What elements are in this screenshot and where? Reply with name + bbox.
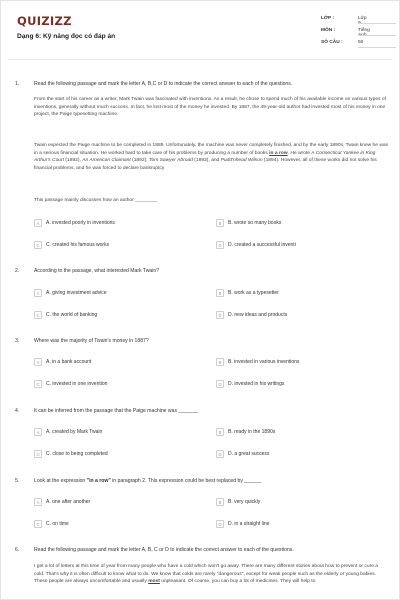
- option-text: A. one after another: [46, 499, 91, 505]
- passage-paragraph: From the start of his career as a writer, Mark Twain was fascinated with inventions. As a result, he chose to spend much of his available income on various types of inventions, generally without much success. In fact, he lost most of the money he invested. By 1887, the 49-year-old author had invested most of his money in one project, the Paige typesetting machine.: [34, 97, 386, 118]
- question-instruction: Read the following passage and mark the letter A, B, C or D to indicate the correct answer to each of the questions.: [34, 547, 294, 553]
- option-text: A. in a bank account: [46, 359, 92, 365]
- option-letter-box: D: [216, 380, 224, 388]
- question-prompt: According to the passage, what interested Mark Twain?: [34, 268, 160, 274]
- meta-value: Lớp 9: [358, 16, 367, 26]
- meta-value: Tiếng Anh: [358, 28, 370, 38]
- option-text: D. a great success: [228, 451, 270, 457]
- question-number: 4.: [15, 408, 20, 414]
- option-letter-box: C: [34, 311, 42, 319]
- option-text: D. created a successful inventi: [228, 242, 296, 248]
- passage-paragraph: Twain expected the Paige machine to be completed in 1889. Unfortunately, the machine was never completely finished, and by the early 1890s, Twain knew he was in a serious financial situation. He worked hard to take care of his problems by producing a number of books in a row. He wrote A Connecticut Yankee in King Arthur's Court (1892), An American Claimant (1892), Tom Sawyer Abroad (1893), and Pudd'nhead Wilson (1894). However, all of these works did not solve his financial problems, and he was forced to declare bankruptcy: [34, 143, 389, 172]
- option-text: A. giving investment advice: [46, 290, 107, 296]
- highlighted-phrase: "in a row": [86, 478, 111, 484]
- meta-underline: [358, 23, 396, 24]
- question-number: 6.: [15, 547, 20, 553]
- passage-paragraph: I get a lot of letters at this time of year from many people who have a cold which won't go away. There are many different stories about how to prevent or cure a cold. That's why it is often difficult to know what to do. We know that colds are rarely "dangerous", except for weak people such as the elderly or young babies. These people are always uncomfortable and usually most unpleasant. Of course, you can buy a lot of medicines. They will help to: [34, 564, 379, 585]
- option-text: C. the world of banking: [46, 312, 98, 318]
- meta-label: LỚP :: [321, 16, 335, 21]
- question-number: 3.: [15, 338, 20, 344]
- option-letter-box: D: [216, 450, 224, 458]
- quizizz-logo: QUIZIZZ: [17, 14, 72, 28]
- option-text: C. invested in one invention: [46, 381, 108, 387]
- option-letter-box: A: [34, 428, 42, 436]
- option-text: D. new ideas and products: [228, 312, 288, 318]
- option-letter-box: D: [216, 311, 224, 319]
- option-text: D. in a straight line: [228, 521, 270, 527]
- meta-label: MÔN :: [321, 28, 336, 33]
- option-letter-box: C: [34, 520, 42, 528]
- option-letter-box: B: [216, 428, 224, 436]
- question-number: 2.: [15, 268, 20, 274]
- meta-underline: [358, 35, 396, 36]
- question-number: 1.: [15, 81, 20, 87]
- page-title: Dạng 6: Kỹ năng đọc có đáp án: [17, 33, 116, 40]
- option-text: A. created by Mark Twain: [46, 429, 103, 435]
- option-letter-box: D: [216, 520, 224, 528]
- option-text: D. invested in his writings: [228, 381, 285, 387]
- option-text: B. wrote so many books: [228, 220, 282, 226]
- option-letter-box: B: [216, 358, 224, 366]
- option-letter-box: C: [34, 380, 42, 388]
- option-text: B. very quickly: [228, 499, 261, 505]
- option-text: C. on time: [46, 521, 69, 527]
- option-letter-box: A: [34, 219, 42, 227]
- question-prompt: Look at the expression "in a row" in paragraph 2. This expression could be best replaced by ______: [34, 478, 262, 484]
- header-divider: [9, 59, 391, 60]
- meta-underline: [358, 47, 396, 48]
- option-letter-box: B: [216, 219, 224, 227]
- question-prompt: Where was the majority of Twain's money in 1887?: [34, 338, 149, 344]
- question-prompt: It can be inferred from the passage that the Paige machine was _______: [34, 408, 199, 414]
- option-text: B. invested in various inventions: [228, 359, 300, 365]
- highlighted-word: most: [148, 579, 160, 585]
- option-letter-box: A: [34, 358, 42, 366]
- option-text: B. ready in the 1890s: [228, 429, 276, 435]
- option-letter-box: A: [34, 498, 42, 506]
- option-text: C. created his famous works: [46, 242, 110, 248]
- question-stem: This passage mainly discusses how an author ________: [34, 198, 157, 203]
- option-letter-box: D: [216, 241, 224, 249]
- option-letter-box: B: [216, 498, 224, 506]
- option-letter-box: A: [34, 289, 42, 297]
- option-text: B. work as a typesetter: [228, 290, 279, 296]
- option-letter-box: B: [216, 289, 224, 297]
- option-letter-box: C: [34, 450, 42, 458]
- option-text: A. invested poorly in inventions: [46, 220, 115, 226]
- question-instruction: Read the following passage and mark the letter A, B,C or D to indicate the correct answer to each of the questions.: [34, 81, 293, 87]
- highlighted-phrase: in a row: [269, 150, 288, 156]
- question-number: 5.: [15, 478, 20, 484]
- option-text: C. close to being completed: [46, 451, 108, 457]
- meta-value: 50: [358, 40, 364, 45]
- option-letter-box: C: [34, 241, 42, 249]
- meta-label: SỐ CÂU :: [321, 40, 343, 45]
